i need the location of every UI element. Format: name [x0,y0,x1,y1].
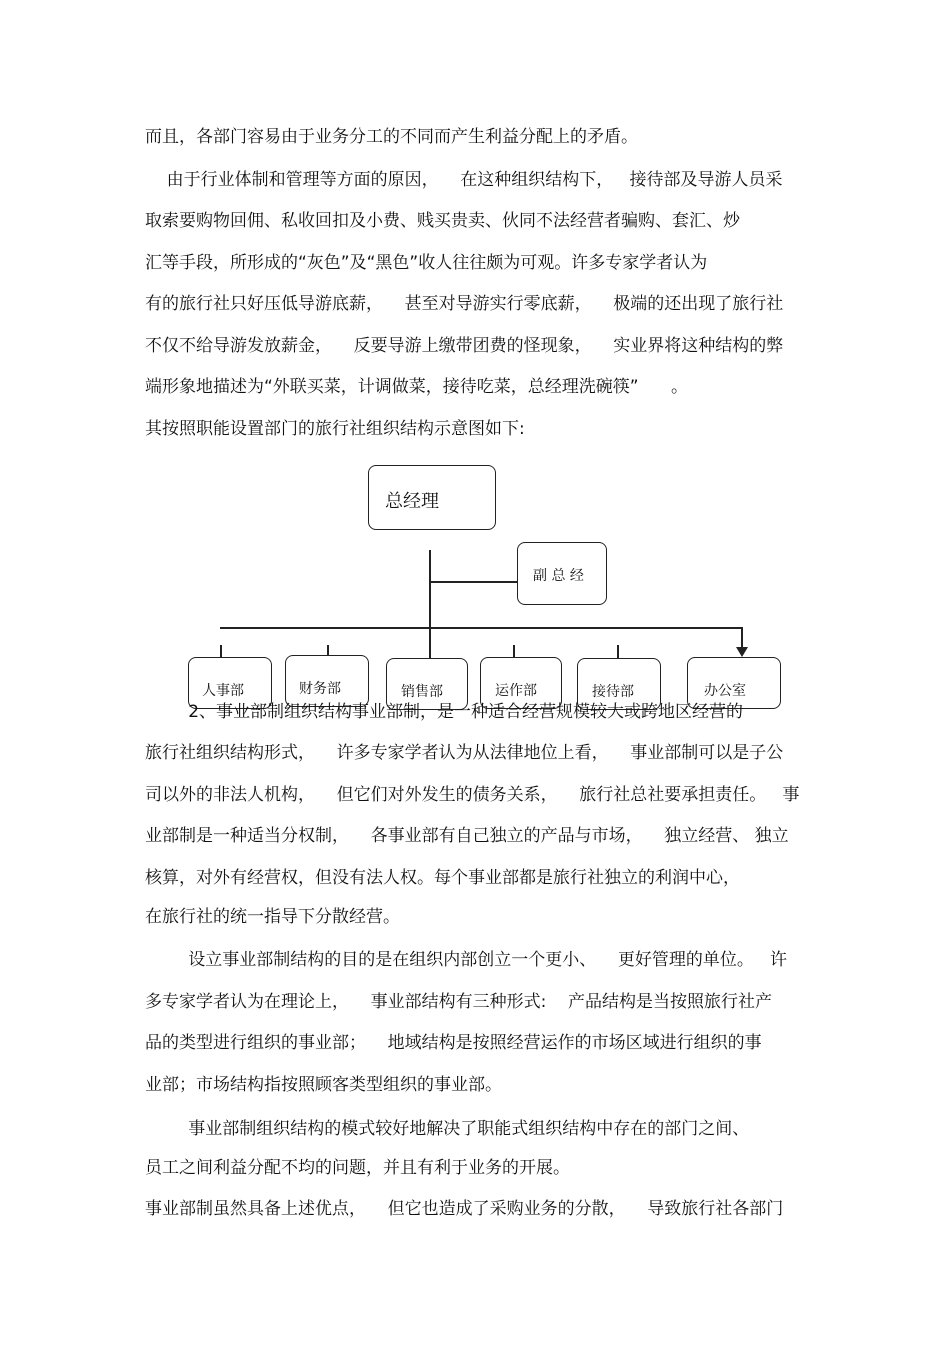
text-line: 由于行业体制和管理等方面的原因， 在这种组织结构下， 接待部及导游人员采 [145,170,783,190]
text-line: 取索要购物回佣、私收回扣及小费、贱买贵卖、伙同不法经营者骗购、套汇、炒 [145,211,740,231]
text-line: 而且，各部门容易由于业务分工的不同而产生利益分配上的矛盾。 [145,127,638,147]
org-connector [220,627,742,629]
text-line: 品的类型进行组织的事业部； 地域结构是按照经营运作的市场区域进行组织的事 [145,1033,762,1053]
org-connector [429,581,519,583]
text-line: 事业部制虽然具备上述优点， 但它也造成了采购业务的分散， 导致旅行社各部门 [145,1199,784,1219]
org-node-deputy-manager [517,542,607,605]
arrow-down-icon [736,647,748,657]
org-chart [0,455,950,715]
text-line: 旅行社组织结构形式， 许多专家学者认为从法律地位上看， 事业部制可以是子公 [145,743,784,763]
org-node-label: 接待部 [592,684,634,700]
text-line: 员工之间利益分配不均的问题，并且有利于业务的开展。 [145,1158,570,1178]
text-line: 司以外的非法人机构， 但它们对外发生的债务关系， 旅行社总社要承担责任。 事 [145,785,800,805]
text-line: 2、事业部制组织结构事业部制，是一种适合经营规模较大或跨地区经营的 [145,702,744,722]
text-line: 不仅不给导游发放薪金， 反要导游上缴带团费的怪现象， 实业界将这种结构的弊 [145,336,784,356]
org-node-label: 总经理 [385,491,439,512]
text-line: 事业部制组织结构的模式较好地解决了职能式组织结构中存在的部门之间、 [145,1119,750,1139]
org-connector [741,627,743,649]
org-connector [617,645,619,659]
org-node-general-manager [368,465,496,530]
text-line: 核算，对外有经营权，但没有法人权。每个事业部都是旅行社独立的利润中心， [145,868,740,888]
text-line: 业部；市场结构指按照顾客类型组织的事业部。 [145,1075,502,1095]
org-node-label: 副 总 经 [533,568,584,584]
org-node-label: 运作部 [495,683,537,699]
text-line: 有的旅行社只好压低导游底薪， 甚至对导游实行零底薪， 极端的还出现了旅行社 [145,294,784,314]
text-line: 端形象地描述为“外联买菜，计调做菜，接待吃菜，总经理洗碗筷” 。 [145,377,689,397]
text-line: 在旅行社的统一指导下分散经营。 [145,907,400,927]
text-line: 多专家学者认为在理论上， 事业部结构有三种形式: 产品结构是当按照旅行社产 [145,992,772,1012]
text-line: 汇等手段，所形成的“灰色”及“黑色”收人往往颇为可观。许多专家学者认为 [145,253,708,273]
text-line: 业部制是一种适当分权制， 各事业部有自己独立的产品与市场， 独立经营、 独立 [145,826,789,846]
org-node-label: 销售部 [401,684,443,700]
org-node-label: 办公室 [704,683,746,699]
org-node-label: 财务部 [299,681,341,697]
text-line: 其按照职能设置部门的旅行社组织结构示意图如下: [145,419,525,439]
org-node-label: 人事部 [202,683,244,699]
text-line: 设立事业部制结构的目的是在组织内部创立一个更小、 更好管理的单位。 许 [145,950,788,970]
